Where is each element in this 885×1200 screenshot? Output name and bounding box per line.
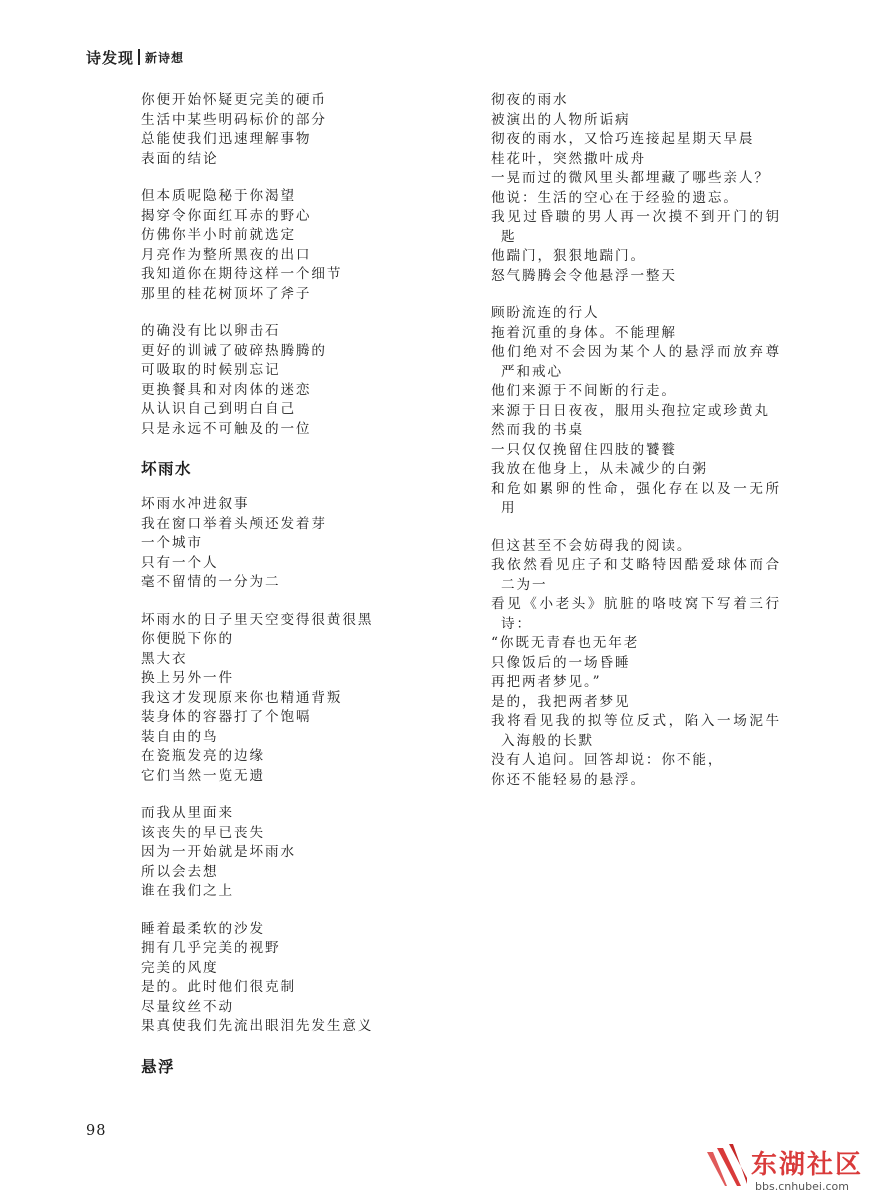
poem-line: 装身体的容器打了个饱嗝 (141, 709, 312, 725)
poem-line: 一个城市 (141, 535, 203, 551)
poem-line: 睡着最柔软的沙发 (141, 920, 265, 937)
stanza (141, 91, 461, 169)
poem-line: 换上另外一件 (141, 670, 234, 686)
watermark-url: bbs.cnhubei.com (755, 1180, 849, 1193)
poem-line: 我知道你在期待这样一个细节 (141, 266, 343, 282)
poem-line: 果真使我们先流出眼泪先发生意义 (141, 1018, 374, 1034)
poem-line: 然而我的书桌 (491, 422, 584, 438)
poem-line: 月亮作为整所黑夜的出口 (141, 246, 312, 263)
poem-line: 坏雨水冲进叙事 (141, 496, 250, 512)
poem-line: 你还不能轻易的悬浮。 (491, 771, 646, 788)
poem-line: 从认识自己到明白自己 (141, 401, 296, 417)
poem-line: 没有人追问。回答却说：你不能， (491, 752, 724, 768)
poem-line: 我依然看见庄子和艾略特因酷爱球体而合二为一 (491, 557, 781, 593)
header-brand: 诗发现 (86, 48, 135, 67)
poem-line: 总能使我们迅速理解事物 (141, 131, 312, 147)
poem-line: 桂花叶，突然撒叶成舟 (491, 150, 646, 167)
poem-line: 顾盼流连的行人 (491, 305, 600, 321)
poem-title-2: 悬浮 (141, 1057, 176, 1076)
poem-line: 他踹门，狠狠地踹门。 (491, 248, 646, 264)
poem-line: 谁在我们之上 (141, 883, 234, 899)
poem-line: 拥有几乎完美的视野 (141, 940, 281, 956)
stanza (141, 187, 461, 304)
poem-line: 但本质呢隐秘于你渴望 (141, 188, 296, 204)
stanza (141, 920, 461, 1037)
poem-line: 黑大衣 (141, 650, 188, 667)
stanza-group-a (141, 91, 461, 439)
stanza (491, 91, 781, 286)
watermark (703, 1142, 883, 1198)
stanza (491, 537, 781, 791)
poem-line: 装自由的鸟 (141, 728, 219, 745)
stanza-group-b (141, 495, 461, 1037)
poem-line: 彻夜的雨水 (491, 92, 569, 108)
poem-line: 被演出的人物所诟病 (491, 111, 631, 128)
poem-line: 而我从里面来 (141, 805, 234, 821)
poem-line: 我见过昏聩的男人再一次摸不到开门的钥匙 (491, 209, 781, 245)
poem-line: 一只仅仅挽留住四肢的饕餮 (491, 441, 677, 458)
poem-line: 怒气腾腾会令他悬浮一整天 (491, 267, 677, 284)
header-section: 新诗想 (145, 50, 185, 65)
poem-line: 我这才发现原来你也精通背叛 (141, 689, 343, 706)
watermark-text: 东湖社区 (751, 1150, 864, 1180)
poem-line: 你便开始怀疑更完美的硬币 (141, 92, 327, 108)
poem-line: 他们绝对不会因为某个人的悬浮而放弃尊严和戒心 (491, 344, 781, 380)
poem-line: 那里的桂花树顶坏了斧子 (141, 285, 312, 302)
stanza (141, 495, 461, 593)
poem-line: “你既无青春也无年老 (491, 635, 640, 651)
stanza (141, 804, 461, 902)
poem-line: 毫不留情的一分为二 (141, 574, 281, 590)
poem-line: 更换餐具和对肉体的迷恋 (141, 381, 312, 398)
poem-line: 仿佛你半小时前就选定 (141, 227, 296, 243)
poem-line: 生活中某些明码标价的部分 (141, 111, 327, 128)
poem-line: 他说：生活的空心在于经验的遗忘。 (491, 189, 739, 206)
right-column (491, 91, 781, 808)
poem-line: 可吸取的时候别忘记 (141, 362, 281, 378)
poem-line: 你便脱下你的 (141, 631, 234, 647)
poem-line: 更好的训诫了破碎热腾腾的 (141, 342, 327, 359)
page-number: 98 (86, 1123, 107, 1139)
stanza (491, 304, 781, 519)
poem-line: 表面的结论 (141, 150, 219, 167)
poem-line: 只像饭后的一场昏睡 (491, 654, 631, 671)
poem-line: 我在窗口举着头颅还发着芽 (141, 515, 327, 532)
header-divider (138, 49, 140, 65)
poem-line: 我将看见我的拟等位反式，陷入一场泥牛入海般的长默 (491, 713, 781, 749)
poem-line: 坏雨水的日子里天空变得很黄很黑 (141, 611, 374, 628)
left-column (141, 91, 461, 1093)
poem-line: 他们来源于不间断的行走。 (491, 383, 677, 399)
poem-line: 但这甚至不会妨碍我的阅读。 (491, 537, 693, 554)
stanza-group-right (491, 91, 781, 790)
stanza (141, 322, 461, 439)
poem-title-1: 坏雨水 (141, 460, 193, 478)
poem-line: 和危如累卵的性命，强化存在以及一无所用 (491, 480, 781, 516)
poem-line: 彻夜的雨水，又恰巧连接起星期天早晨 (491, 131, 755, 147)
poem-line: 该丧失的早已丧失 (141, 824, 265, 841)
poem-line: 只是永远不可触及的一位 (141, 420, 312, 437)
poem-line: 因为一开始就是坏雨水 (141, 844, 296, 860)
poem-line: 一晃而过的微风里头都埋藏了哪些亲人？ (491, 170, 770, 186)
poem-line: 来源于日日夜夜，服用头孢拉定或珍黄丸 (491, 402, 770, 419)
poem-line: 是的，我把两者梦见 (491, 693, 631, 710)
poem-line: 只有一个人 (141, 554, 219, 571)
poem-line: 在瓷瓶发亮的边缘 (141, 748, 265, 764)
running-header (86, 46, 184, 68)
poem-line: 揭穿令你面红耳赤的野心 (141, 207, 312, 224)
poem-line: 尽量纹丝不动 (141, 998, 234, 1015)
stanza (141, 611, 461, 787)
poem-line: 的确没有比以卵击石 (141, 323, 281, 339)
poem-line: 再把两者梦见。” (491, 674, 602, 690)
poem-line: 看见《小老头》肮脏的咯吱窝下写着三行诗： (491, 596, 781, 632)
poem-line: 它们当然一览无遗 (141, 767, 265, 784)
poem-line: 完美的风度 (141, 959, 219, 976)
watermark-logo-icon (703, 1142, 749, 1194)
poem-line: 拖着沉重的身体。不能理解 (491, 324, 677, 341)
poem-line: 所以会去想 (141, 863, 219, 880)
poem-line: 我放在他身上，从未减少的白粥 (491, 461, 708, 477)
poem-line: 是的。此时他们很克制 (141, 979, 296, 995)
